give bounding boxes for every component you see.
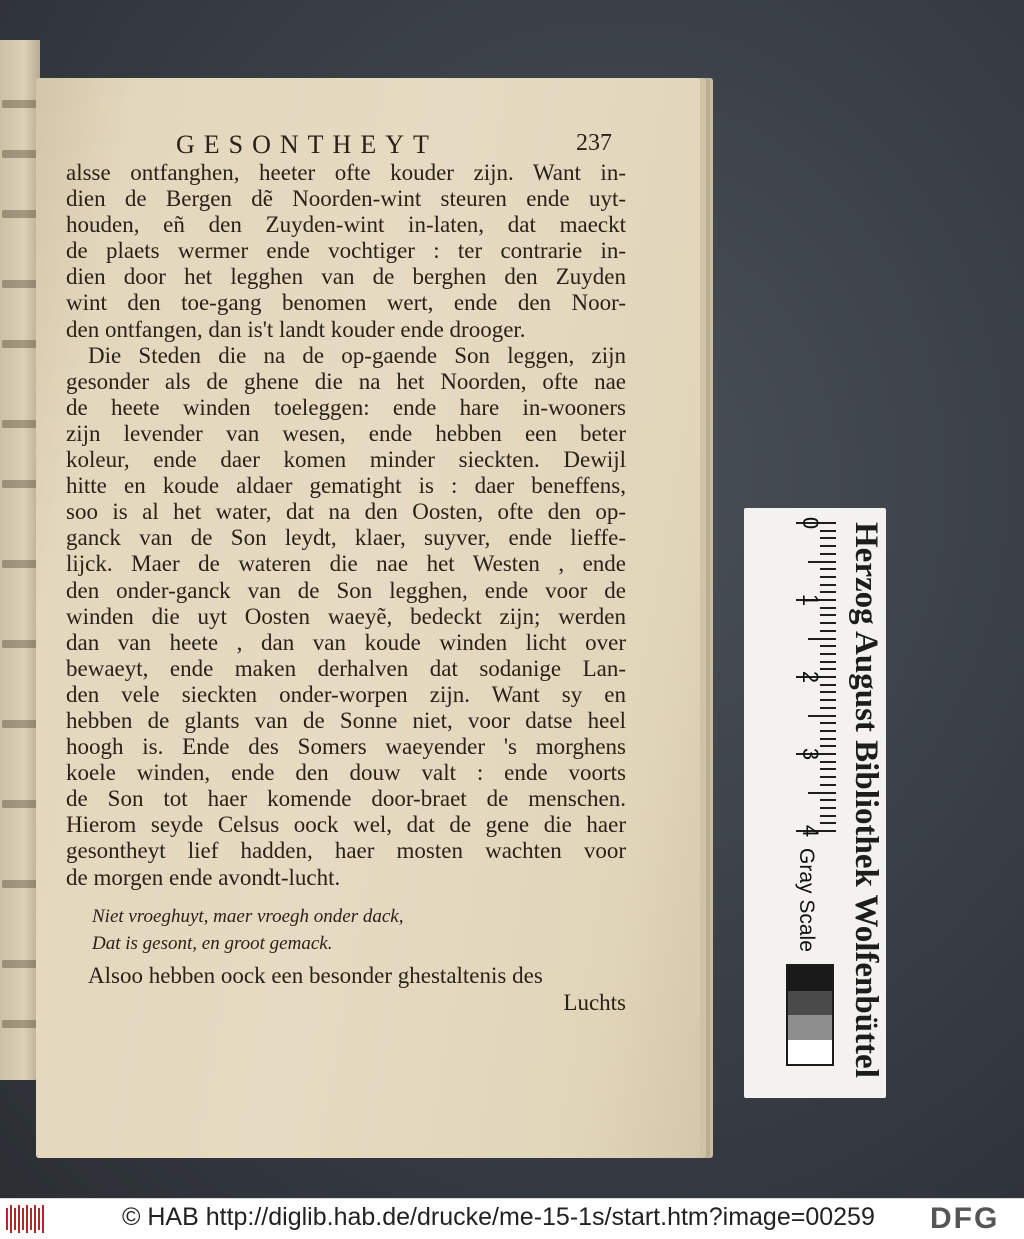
final-line: Alsoo hebben oock een besonder ghestaltenis des xyxy=(88,962,543,988)
text-line: hoogh is. Ende des Somers waeyender 's morghens xyxy=(66,734,626,760)
ruler xyxy=(790,516,836,852)
ruler-tick xyxy=(820,622,836,624)
ruler-number: 4 xyxy=(798,824,823,838)
gray-swatch xyxy=(788,966,832,991)
ruler-tick xyxy=(820,537,836,539)
text-line: den vele sieckten onder-worpen zijn. Want sy en xyxy=(66,681,626,707)
text-line: de Son tot haer komende door-braet de menschen. xyxy=(66,786,626,812)
text-line: zijn levender van wesen, ende hebben een beter xyxy=(66,420,626,446)
gray-swatch xyxy=(788,991,832,1016)
text-line: den onder-ganck van de Son legghen, ende voor de xyxy=(66,577,626,603)
ruler-tick xyxy=(820,614,836,616)
ruler-tick xyxy=(820,784,836,786)
ruler-number: 2 xyxy=(798,670,823,684)
text-line: ganck van de Son leydt, klaer, suyver, ende lieffe- xyxy=(66,525,626,551)
text-line: koele winden, ende den douw valt : ende voorts xyxy=(66,760,626,786)
ruler-tick xyxy=(820,776,836,778)
text-line: gesonder als de ghene die na het Noorden, ofte nae xyxy=(66,368,626,394)
page-number: 237 xyxy=(576,130,612,156)
ruler-tick xyxy=(820,799,836,801)
running-head xyxy=(66,126,626,160)
text-line: houden, eñ den Zuyden-wint in-laten, dat maeckt xyxy=(66,212,626,238)
text-line: soo is al het water, dat na den Oosten, ofte den op- xyxy=(66,499,626,525)
text-line: koleur, ende daer komen minder sieckten. Dewijl xyxy=(66,447,626,473)
ruler-number: 0 xyxy=(798,516,823,530)
text-line: dien door het legghen van de berghen den Zuyden xyxy=(66,264,626,290)
ruler-tick xyxy=(820,738,836,740)
ruler-tick xyxy=(808,792,836,794)
facing-page-edge xyxy=(0,40,40,1080)
dfg-logo: DFG xyxy=(930,1202,1000,1235)
running-head-title: GESONTHEYT xyxy=(176,130,438,159)
text-line: wint den toe-gang benomen wert, ende den Noor- xyxy=(66,290,626,316)
ruler-tick xyxy=(820,699,836,701)
text-line: de heete winden toeleggen: ende hare in-wooners xyxy=(66,394,626,420)
ruler-tick xyxy=(820,815,836,817)
text-line: dien de Bergen dẽ Noorden-wint steuren ende uyt- xyxy=(66,186,626,212)
book-page xyxy=(36,78,700,1158)
verse-line: Dat is gesont, en groot gemack. xyxy=(92,932,333,954)
ruler-tick xyxy=(820,768,836,770)
ruler-tick xyxy=(820,691,836,693)
ruler-tick xyxy=(820,645,836,647)
text-line: hebben de glants van de Sonne niet, voor datse heel xyxy=(66,707,626,733)
body-text xyxy=(66,160,626,891)
verse-line: Niet vroeghuyt, maer vroegh onder dack, xyxy=(92,905,404,927)
text-line: de morgen ende avondt-lucht. xyxy=(66,864,341,890)
ruler-tick xyxy=(820,630,836,632)
ruler-tick xyxy=(820,707,836,709)
ruler-number: 1 xyxy=(798,593,823,607)
gray-swatch xyxy=(788,1015,832,1040)
text-line: Hierom seyde Celsus oock wel, dat de gene die haer xyxy=(66,812,626,838)
gray-scale-label: Gray Scale xyxy=(795,848,818,952)
ruler-tick xyxy=(808,638,836,640)
text-line: gesontheyt lief hadden, haer mosten wachten voor xyxy=(66,838,626,864)
ruler-tick xyxy=(820,584,836,586)
catchword: Luchts xyxy=(563,989,626,1015)
text-line: winden die uyt Oosten waeyẽ, bedeckt zijn; werden xyxy=(66,603,626,629)
text-line: alsse ontfanghen, heeter ofte kouder zijn. Want in- xyxy=(66,160,626,185)
color-scale-card xyxy=(744,508,886,1098)
ruler-tick xyxy=(808,715,836,717)
page-text xyxy=(66,126,626,1017)
ruler-tick xyxy=(820,553,836,555)
ruler-tick xyxy=(820,807,836,809)
text-line: bewaeyt, ende maken derhalven dat sodanige Lan- xyxy=(66,655,626,681)
barcode-icon xyxy=(6,1205,46,1233)
text-line: den ontfangen, dan is't landt kouder ende drooger. xyxy=(66,316,526,342)
ruler-tick xyxy=(808,561,836,563)
gray-swatches xyxy=(786,964,834,1066)
institution-label: Herzog August Bibliothek Wolfenbüttel xyxy=(848,522,884,1078)
text-line: dan van heete , dan van koude winden licht over xyxy=(66,629,626,655)
ruler-tick xyxy=(820,545,836,547)
text-line: lijck. Maer de wateren die nae het Westen , ende xyxy=(66,551,626,577)
gray-swatch xyxy=(788,1040,832,1065)
ruler-tick xyxy=(820,576,836,578)
ruler-tick xyxy=(820,730,836,732)
ruler-tick xyxy=(820,568,836,570)
ruler-number: 3 xyxy=(798,747,823,761)
text-line: de plaets wermer ende vochtiger : ter contrarie in- xyxy=(66,238,626,264)
text-line: hitte en koude aldaer gematight is : daer beneffens, xyxy=(66,473,626,499)
ruler-tick xyxy=(820,653,836,655)
footer-bar xyxy=(0,1198,1024,1239)
text-line: Die Steden die na de op-gaende Son leggen, zijn xyxy=(88,342,626,368)
ruler-tick xyxy=(820,722,836,724)
ruler-tick xyxy=(820,661,836,663)
copyright-link[interactable]: © HAB http://diglib.hab.de/drucke/me-15-1s/start.htm?image=00259 xyxy=(122,1203,875,1231)
